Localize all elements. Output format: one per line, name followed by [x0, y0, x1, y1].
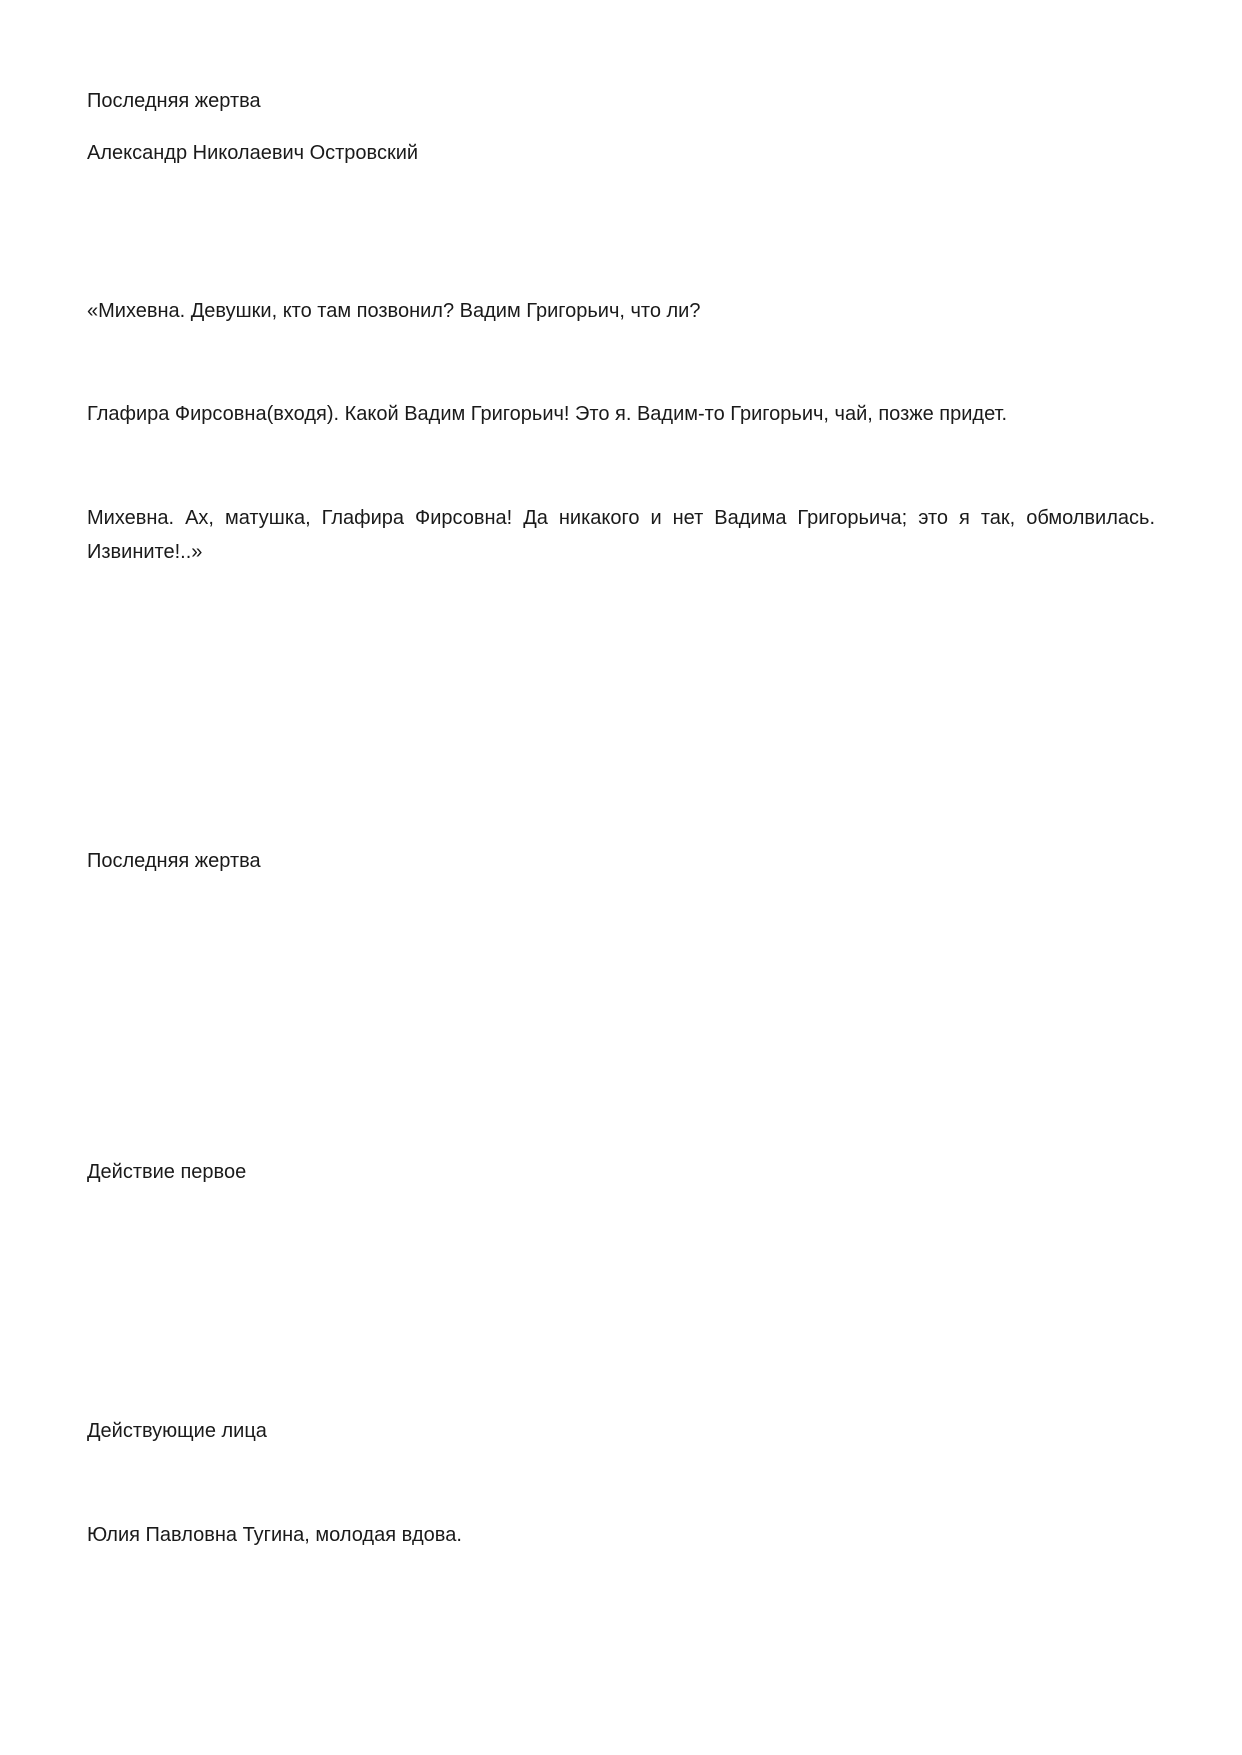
title-repeat: Последняя жертва — [87, 850, 261, 872]
excerpt-line-2: Глафира Фирсовна(входя). Какой Вадим Григорьич! Это я. Вадим-то Григорьич, чай, позже придет. — [87, 403, 1008, 425]
excerpt-line-1: «Михевна. Девушки, кто там позвонил? Вадим Григорьич, что ли? — [87, 300, 701, 322]
characters-heading: Действующие лица — [87, 1420, 267, 1442]
character-entry: Юлия Павловна Тугина, молодая вдова. — [87, 1524, 462, 1546]
excerpt-line-3: Михевна. Ах, матушка, Глафира Фирсовна! Да никакого и нет Вадима Григорьича; это я так, обмолвилась. Извините!..» — [87, 507, 1155, 563]
document-title: Последняя жертва — [87, 90, 261, 112]
act-heading: Действие первое — [87, 1161, 247, 1183]
document-author: Александр Николаевич Островский — [87, 142, 419, 164]
